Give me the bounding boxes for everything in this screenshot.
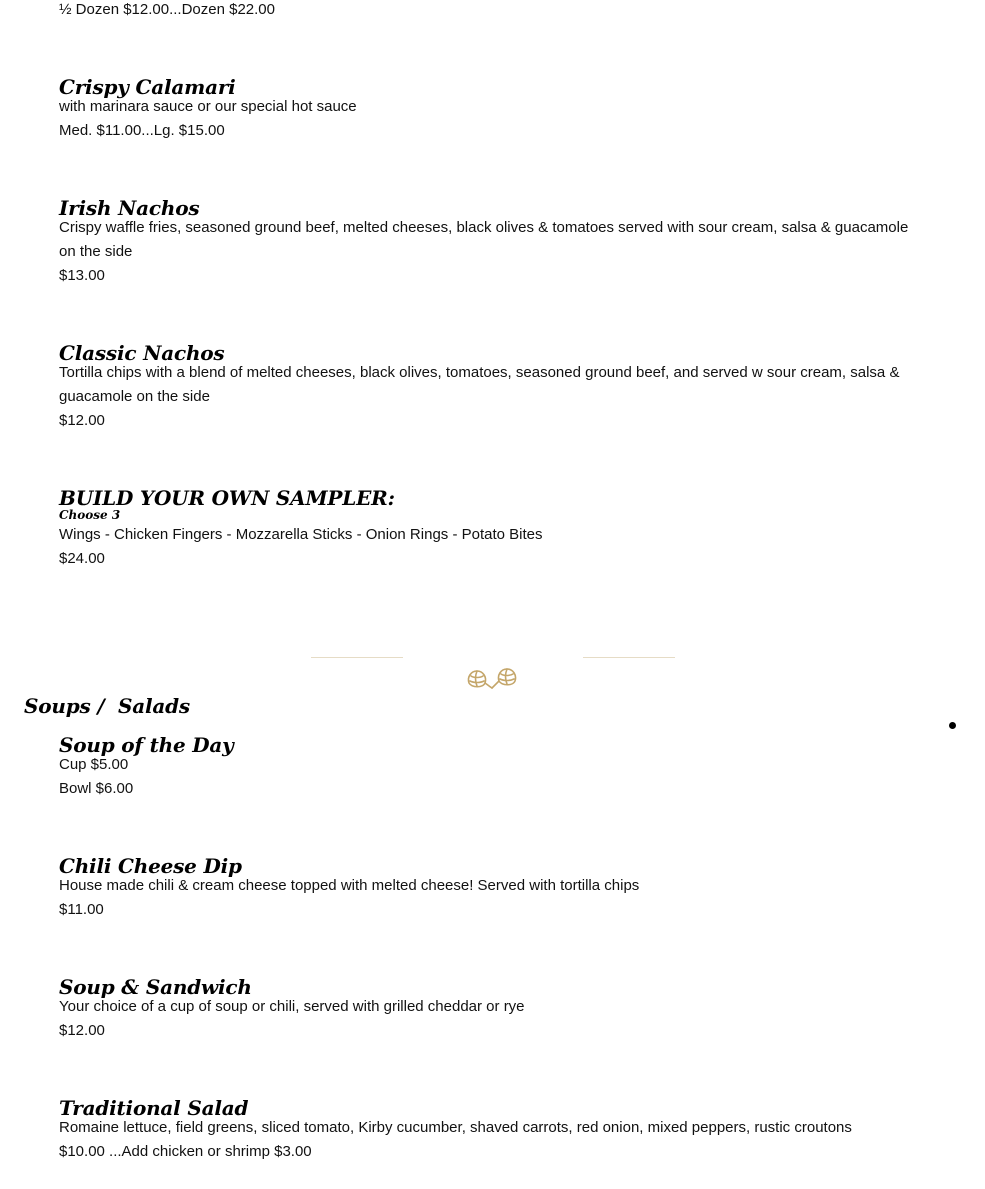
item-price: $12.00 [59,412,105,429]
item-name: BUILD YOUR OWN SAMPLER: [59,486,395,510]
item-description: with marinara sauce or our special hot sauce [59,98,357,115]
section-title: Soups / Salads [24,694,190,718]
item-description: Romaine lettuce, field greens, sliced tomato, Kirby cucumber, shaved carrots, red onion, mixed peppers, rustic croutons [59,1119,852,1136]
divider-line-right [583,657,675,658]
item-name: Chili Cheese Dip [59,854,242,878]
item-name: Soup & Sandwich [59,975,252,999]
wings-price-line: ½ Dozen $12.00...Dozen $22.00 [59,1,275,18]
item-price-cup: Cup $5.00 [59,756,129,773]
divider-line-left [311,657,403,658]
hop-ornament-icon [463,663,523,691]
item-price: $24.00 [59,550,105,567]
item-price: $13.00 [59,267,105,284]
item-price: $12.00 [59,1022,105,1039]
item-name: Traditional Salad [59,1096,249,1120]
item-name: Soup of the Day [59,733,234,757]
item-description: Tortilla chips with a blend of melted cheeses, black olives, tomatoes, seasoned ground beef, and served w sour cream, salsa & guacamole on the side [59,364,900,405]
item-name: Irish Nachos [59,196,200,220]
item-name: Classic Nachos [59,341,225,365]
item-description: House made chili & cream cheese topped with melted cheese! Served with tortilla chips [59,877,640,894]
bullet-dot [949,722,956,729]
item-price: $11.00 [59,901,104,918]
item-description: Wings - Chicken Fingers - Mozzarella Sticks - Onion Rings - Potato Bites [59,526,543,543]
item-description: Your choice of a cup of soup or chili, served with grilled cheddar or rye [59,998,525,1015]
item-price-bowl: Bowl $6.00 [59,780,134,797]
item-description: Crispy waffle fries, seasoned ground beef, melted cheeses, black olives & tomatoes served with sour cream, salsa & guacamole on the side [59,219,909,260]
item-name: Crispy Calamari [59,75,236,99]
item-subtitle: Choose 3 [59,508,121,522]
item-price: $10.00 ...Add chicken or shrimp $3.00 [59,1143,312,1160]
item-price: Med. $11.00...Lg. $15.00 [59,122,225,139]
